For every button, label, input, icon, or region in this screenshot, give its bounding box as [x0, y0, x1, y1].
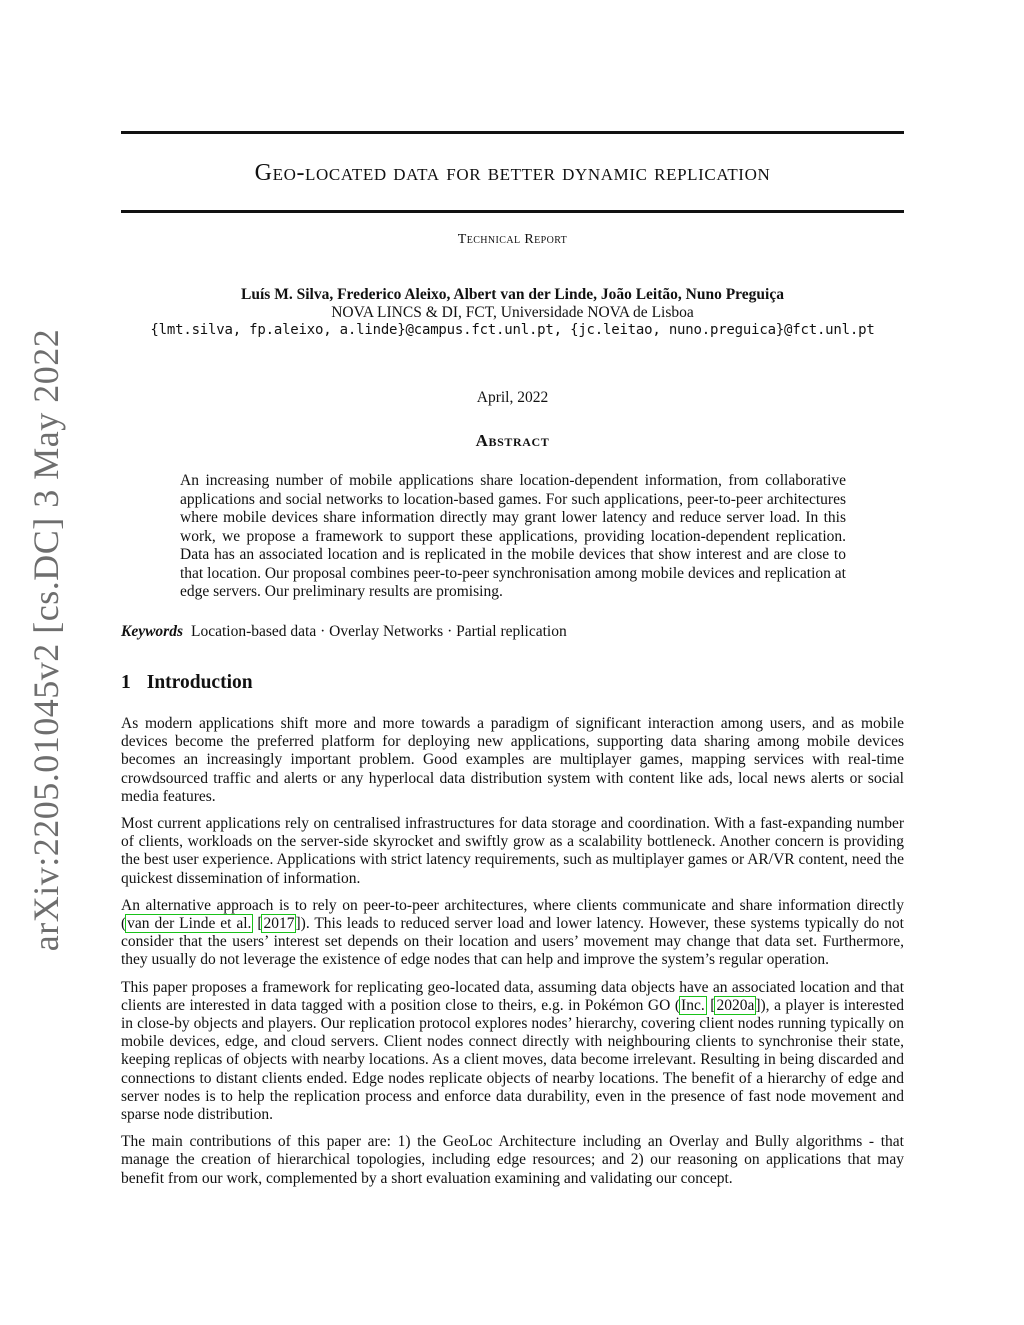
keywords-line [121, 623, 904, 641]
paragraph-3: An alternative approach is to rely on peer-to-peer architectures, where clients communicate and share information directly (van der Linde et al. [2017]). This leads to reduced server load and lower latency. However, these systems typically do not consider that the users’ interest set depends on their location and users’ movement may change that data set. Furthermore, they usually do not leverage the existence of edge nodes that can help and improve the system’s regular operation. [121, 896, 904, 969]
paragraph-4: This paper proposes a framework for replicating geo-located data, assuming data objects have an associated location and that clients are interested in data tagged with a position close to theirs, e.g. in Pokémon GO (Inc. [2020a]), a player is interested in close-by objects and players. Our replication protocol explores nodes’ hierarchy, covering client nodes running typically on mobile devices, edge, and cloud servers. Client nodes connect directly with neighbouring clients to synchronise their state, keeping replicas of objects with nearby locations. As a client moves, data become irrelevant. Resulting in being discarded and connections to distant clients ended. Edge nodes replicate objects of nearby locations. The benefit of a hierarchy of edge and server nodes is to help the replication process and enforce data durability, even in the presence of fast node movement and sparse node distribution. [121, 978, 904, 1124]
abstract-text: An increasing number of mobile applications share location-dependent information, from collaborative applications and social networks to location-based games. For such applications, peer-to-peer architectures where mobile devices share information directly may grant lower latency and reduce server load. In this work, we propose a framework to support these applications, providing location-dependent replication. Data has an associated location and is replicated in the mobile devices that show interest and are close to that location. Our proposal combines peer-to-peer synchronisation among mobile devices and replication at edge servers. Our preliminary results are promising. [180, 472, 846, 600]
citation-link-author[interactable]: van der Linde et al. [127, 915, 252, 933]
paragraph-2: Most current applications rely on centralised infrastructures for data storage and coordination. With a fast-expanding number of clients, workloads on the server-side skyrocket and swiftly grow as a scalability bottleneck. Another concern is providing the best user experience. Applications with strict latency requirements, such as multiplayer games or AR/VR content, need the quickest dissemination of information. [121, 815, 904, 887]
paragraph-1: As modern applications shift more and more towards a paradigm of significant interaction among users, and as mobile devices become the preferred platform for deploying new applications, supporting data sharing among mobile devices becomes an increasingly important problem. Good examples are multiplayer games, mapping services with real-time crowdsourced traffic and alerts or any hyperlocal data distribution system with content like ads, local news alerts or social media features. [121, 715, 904, 805]
title-top-rule [121, 131, 904, 134]
citation-link-year[interactable]: 2020a [716, 996, 755, 1014]
paragraph-3-text-b: ). This leads to reduced server load and lower latency. However, these systems typically do not consider that the users’ interest set depends on their location and users’ movement may change that data set. Furthermore, they usually do not leverage the existence of edge nodes that can help and improve the system’s regular operation. [121, 915, 904, 969]
section-heading-introduction [121, 672, 253, 694]
citation-link-author[interactable]: Inc. [681, 996, 705, 1014]
author-list: Luís M. Silva, Frederico Aleixo, Albert van der Linde, João Leitão, Nuno Preguiça [241, 286, 784, 303]
abstract-heading: Abstract [475, 431, 550, 450]
arxiv-identifier-stamp: arXiv:2205.01045v2 [cs.DC] 3 May 2022 [26, 328, 66, 952]
introduction-body [121, 715, 904, 1197]
paragraph-3-text-a: An alternative approach is to rely on peer-to-peer architectures, where clients communicate and share information directly ( [121, 896, 904, 933]
paragraph-4-text-b: ), a player is interested in close-by objects and players. Our replication protocol explores nodes’ hierarchy, covering client nodes running typically on mobile devices, edge, and cloud servers. Client nodes connect directly with neighbouring clients to synchronise their state, keeping replicas of objects with nearby locations. As a client moves, data become irrelevant. Resulting in being discarded and connections to distant clients ended. Edge nodes replicate objects of nearby locations. The benefit of a hierarchy of edge and server nodes is to help the replication process and enforce data durability, even in the presence of fast node movement and sparse node distribution. [121, 996, 904, 1124]
citation-link-year[interactable]: 2017 [263, 915, 295, 933]
section-title: Introduction [146, 672, 253, 693]
paragraph-4-text-a: This paper proposes a framework for replicating geo-located data, assuming data objects have an associated location and that clients are interested in data tagged with a position close to theirs, e.g. in Pokémon GO ( [121, 978, 904, 1014]
paragraph-5: The main contributions of this paper are: 1) the GeoLoc Architecture including an Overlay and Bully algorithms - that manage the creation of hierarchical topologies, including edge resources; and 2) our reasoning on applications that may benefit from our work, complemented by a short evaluation examining and validating our concept. [121, 1133, 904, 1187]
paper-title: Geo-located data for better dynamic replication [254, 160, 771, 186]
report-type: Technical Report [457, 232, 568, 247]
keywords-list: Location-based data · Overlay Networks · Partial replication [191, 623, 567, 640]
publication-date: April, 2022 [476, 389, 549, 406]
title-bottom-rule [121, 210, 904, 213]
affiliation: NOVA LINCS & DI, FCT, Universidade NOVA de Lisboa [331, 304, 694, 321]
author-emails: {lmt.silva, fp.aleixo, a.linde}@campus.fct.unl.pt, {jc.leitao, nuno.preguica}@fct.unl.pt [150, 322, 875, 338]
keywords-label: Keywords [121, 623, 183, 640]
section-number: 1 [121, 672, 131, 693]
